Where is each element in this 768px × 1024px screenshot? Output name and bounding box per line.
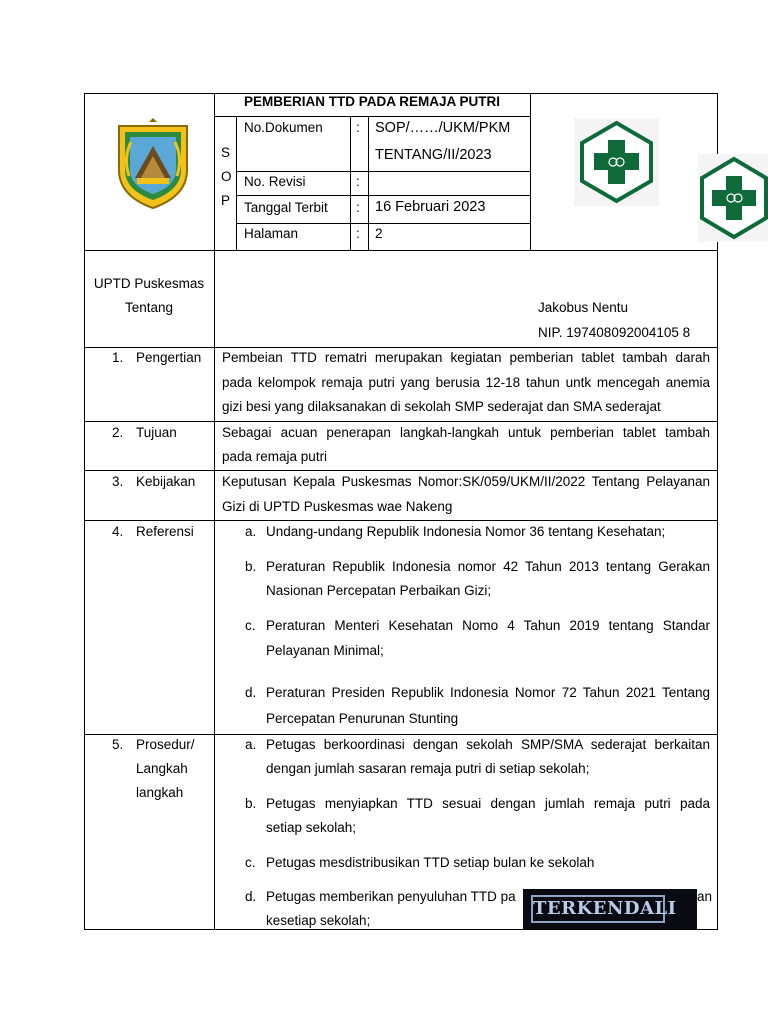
table-border-bottom xyxy=(84,929,718,930)
sop-column-line xyxy=(236,116,237,251)
document-title: PEMBERIAN TTD PADA REMAJA PUTRI xyxy=(243,94,500,109)
referensi-b-line-1: Peraturan Republik Indonesia nomor 42 Tahun 2013 tentang Gerakan xyxy=(266,559,710,574)
row-line-5 xyxy=(84,734,718,735)
title-bottom-line xyxy=(214,116,530,117)
referensi-d-line-2: Percepatan Penurunan Stunting xyxy=(266,711,459,726)
sep-no-revisi: : xyxy=(356,174,360,189)
kebijakan-line-1: Keputusan Kepala Puskesmas Nomor:SK/059/UKM/II/2022 Tentang Pelayanan xyxy=(222,474,710,489)
referensi-marker-d: d. xyxy=(245,685,257,700)
prosedur-marker-d: d. xyxy=(245,889,257,904)
row-revisi-line xyxy=(236,195,530,196)
section-2-number: 2. xyxy=(112,425,124,440)
head-nip: NIP. 197408092004105 8 xyxy=(538,325,691,340)
section-3-number: 3. xyxy=(112,474,124,489)
referensi-marker-b: b. xyxy=(245,559,257,574)
tujuan-line-1: Sebagai acuan penerapan langkah-langkah untuk pemberian tablet tambah xyxy=(222,425,710,440)
section-1-label: Pengertian xyxy=(136,350,202,365)
header-right-divider xyxy=(530,93,531,251)
row-tanggal-line xyxy=(236,223,530,224)
table-border-left xyxy=(84,93,85,930)
pengertian-line-1: Pembeian TTD rematri merupakan kegiatan pemberian tablet tambah darah xyxy=(222,350,710,365)
sep-no-dokumen: : xyxy=(356,120,360,135)
referensi-a-line-1: Undang-undang Republik Indonesia Nomor 36 tentang Kesehatan; xyxy=(266,524,666,539)
org-name-line2: Tentang xyxy=(124,300,174,315)
prosedur-d-line-1-tail: an xyxy=(697,889,713,904)
puskesmas-logo-icon xyxy=(574,118,659,206)
prosedur-b-line-2: setiap sekolah; xyxy=(266,820,357,835)
section-2-label: Tujuan xyxy=(136,425,177,440)
prosedur-a-line-2: dengan jumlah sasaran remaja putri di setiap sekolah; xyxy=(266,761,590,776)
kebijakan-line-2: Gizi di UPTD Puskesmas wae Nakeng xyxy=(222,499,453,514)
sop-letter-o: O xyxy=(221,169,232,184)
label-no-dokumen: No.Dokumen xyxy=(244,120,323,135)
column-divider xyxy=(214,93,215,930)
stamp-text: TERKENDALI xyxy=(531,895,665,923)
regency-emblem-icon xyxy=(113,118,193,210)
prosedur-marker-c: c. xyxy=(245,855,256,870)
referensi-b-line-2: Nasionan Percepatan Perbaikan Gizi; xyxy=(266,583,492,598)
section-5-number: 5. xyxy=(112,737,124,752)
value-no-dokumen-line1: SOP/……/UKM/PKM xyxy=(375,120,511,136)
section-5-label-line1: Prosedur/ xyxy=(136,737,195,752)
referensi-marker-c: c. xyxy=(245,618,256,633)
prosedur-b-line-1: Petugas menyiapkan TTD sesuai dengan jumlah remaja putri pada xyxy=(266,796,710,811)
value-tanggal-terbit: 16 Februari 2023 xyxy=(375,199,486,215)
section-5-label-line2: Langkah xyxy=(136,761,188,776)
section-4-number: 4. xyxy=(112,524,124,539)
org-name-line1: UPTD Puskesmas xyxy=(93,276,205,291)
pengertian-line-3: gizi besi yang dilaksanakan di sekolah SMP sederajat dan SMA sederajat xyxy=(222,399,661,414)
section-3-label: Kebijakan xyxy=(136,474,196,489)
puskesmas-logo-icon-2 xyxy=(698,154,768,242)
referensi-c-line-1: Peraturan Menteri Kesehatan Nomo 4 Tahun 2019 tentang Standar xyxy=(266,618,710,633)
row-line-4 xyxy=(84,520,718,521)
prosedur-marker-b: b. xyxy=(245,796,257,811)
label-column-line xyxy=(350,116,351,251)
referensi-d-line-1: Peraturan Presiden Republik Indonesia Nomor 72 Tahun 2021 Tentang xyxy=(266,685,710,700)
label-no-revisi: No. Revisi xyxy=(244,174,306,189)
section-1-number: 1. xyxy=(112,350,124,365)
referensi-marker-a: a. xyxy=(245,524,257,539)
label-halaman: Halaman xyxy=(244,226,299,241)
value-no-dokumen-line2: TENTANG/II/2023 xyxy=(375,147,492,163)
row-line-3 xyxy=(84,470,718,471)
sop-letter-s: S xyxy=(221,145,231,160)
sep-halaman: : xyxy=(356,226,360,241)
tujuan-line-2: pada remaja putri xyxy=(222,449,328,464)
puskesmas-logo-box-2 xyxy=(698,154,768,242)
sep-tanggal-terbit: : xyxy=(356,200,360,215)
referensi-c-line-2: Pelayanan Minimal; xyxy=(266,643,384,658)
section-5-label-line3: langkah xyxy=(136,785,184,800)
value-halaman: 2 xyxy=(375,226,383,241)
sop-letter-p: P xyxy=(221,193,231,208)
puskesmas-logo-box xyxy=(574,118,659,206)
terkendali-stamp xyxy=(523,889,697,929)
prosedur-d-line-2: kesetiap sekolah; xyxy=(266,913,371,928)
pengertian-line-2: pada kelompok remaja putri yang berusia 12-18 tahun untk mencegah anemia xyxy=(222,375,710,390)
head-name: Jakobus Nentu xyxy=(538,300,629,315)
row-dokumen-line xyxy=(236,171,530,172)
prosedur-c-line-1: Petugas mesdistribusikan TTD setiap bulan ke sekolah xyxy=(266,855,595,870)
header-bottom-line xyxy=(84,250,718,251)
prosedur-d-line-1: Petugas memberikan penyuluhan TTD pa xyxy=(266,889,516,904)
prosedur-a-line-1: Petugas berkoordinasi dengan sekolah SMP/SMA sederajat berkaitan xyxy=(266,737,710,752)
sep-column-line xyxy=(368,116,369,251)
prosedur-marker-a: a. xyxy=(245,737,257,752)
label-tanggal-terbit: Tanggal Terbit xyxy=(244,200,328,215)
signature-bottom-line xyxy=(84,347,718,348)
section-4-label: Referensi xyxy=(136,524,194,539)
row-line-2 xyxy=(84,421,718,422)
